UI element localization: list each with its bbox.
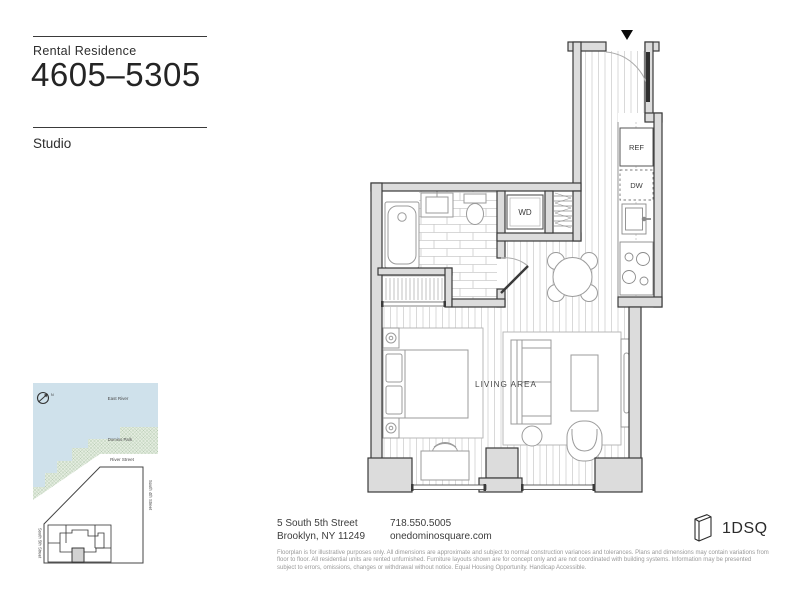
wd-label: WD xyxy=(518,208,532,217)
dw-label: DW xyxy=(630,181,643,190)
nightstand-bottom xyxy=(383,418,399,438)
website-url: onedominosquare.com xyxy=(390,531,492,542)
side-table xyxy=(522,426,542,446)
phone-number: 718.550.5005 xyxy=(390,518,452,529)
north-label: N xyxy=(51,393,54,397)
closet-hanging xyxy=(382,276,445,302)
bed xyxy=(383,350,468,418)
1dsq-logo-icon xyxy=(694,514,716,544)
south-4th-street-label: South 4th Street xyxy=(148,479,153,511)
address-line1: 5 South 5th Street xyxy=(277,518,358,529)
dining-set xyxy=(548,253,598,302)
unit-range: 4605–5305 xyxy=(31,56,201,93)
floorplan-drawing xyxy=(360,25,675,500)
footer-address xyxy=(277,517,365,543)
unit-type: Studio xyxy=(33,136,72,151)
bathtub xyxy=(385,202,419,268)
window-left xyxy=(411,484,486,491)
river-street-label: River Street xyxy=(110,457,134,462)
east-river-label: East River xyxy=(107,396,129,401)
linen-closet-shelves xyxy=(554,193,572,228)
accent-chair xyxy=(567,421,602,461)
footer-contact xyxy=(390,517,492,543)
living-area-label: LIVING AREA xyxy=(475,380,537,389)
closet-front xyxy=(381,301,446,307)
building-footprint xyxy=(48,525,111,562)
kitchen-sink xyxy=(622,204,651,234)
header-rule-bottom xyxy=(33,127,207,128)
ref-label: REF xyxy=(629,143,644,152)
entry-arrow-icon xyxy=(621,30,633,40)
coffee-table xyxy=(571,355,598,411)
residence-label: Rental Residence xyxy=(33,44,137,58)
window-right xyxy=(521,484,595,491)
south-5th-street-label: South 5th Street xyxy=(37,527,43,559)
header-rule-top xyxy=(33,36,207,37)
brand-logo xyxy=(694,514,768,544)
highlighted-unit xyxy=(72,548,84,562)
cooktop xyxy=(620,242,653,295)
logo-text: 1DSQ xyxy=(722,520,768,537)
bathroom-sink xyxy=(421,189,453,217)
location-map xyxy=(28,378,168,578)
nightstand-top xyxy=(383,328,399,348)
dining-table xyxy=(553,258,592,297)
address-line2: Brooklyn, NY 11249 xyxy=(277,531,366,542)
domino-park-label: Domino Park xyxy=(107,437,133,442)
legal-disclaimer: Floorplan is for illustrative purposes only. All dimensions are approximate and subject to normal construction variances and tolerances. Plans and dimensions may contain variations from floor to floor. All residential units are rented unfurnished. Furniture layouts shown are for concept only and are not coordinated with building systems. Information may be presented subject to errors, omissions, changes or withdrawal without notice. Equal Housing Opportunity. Handicap Accessible. xyxy=(277,550,769,571)
